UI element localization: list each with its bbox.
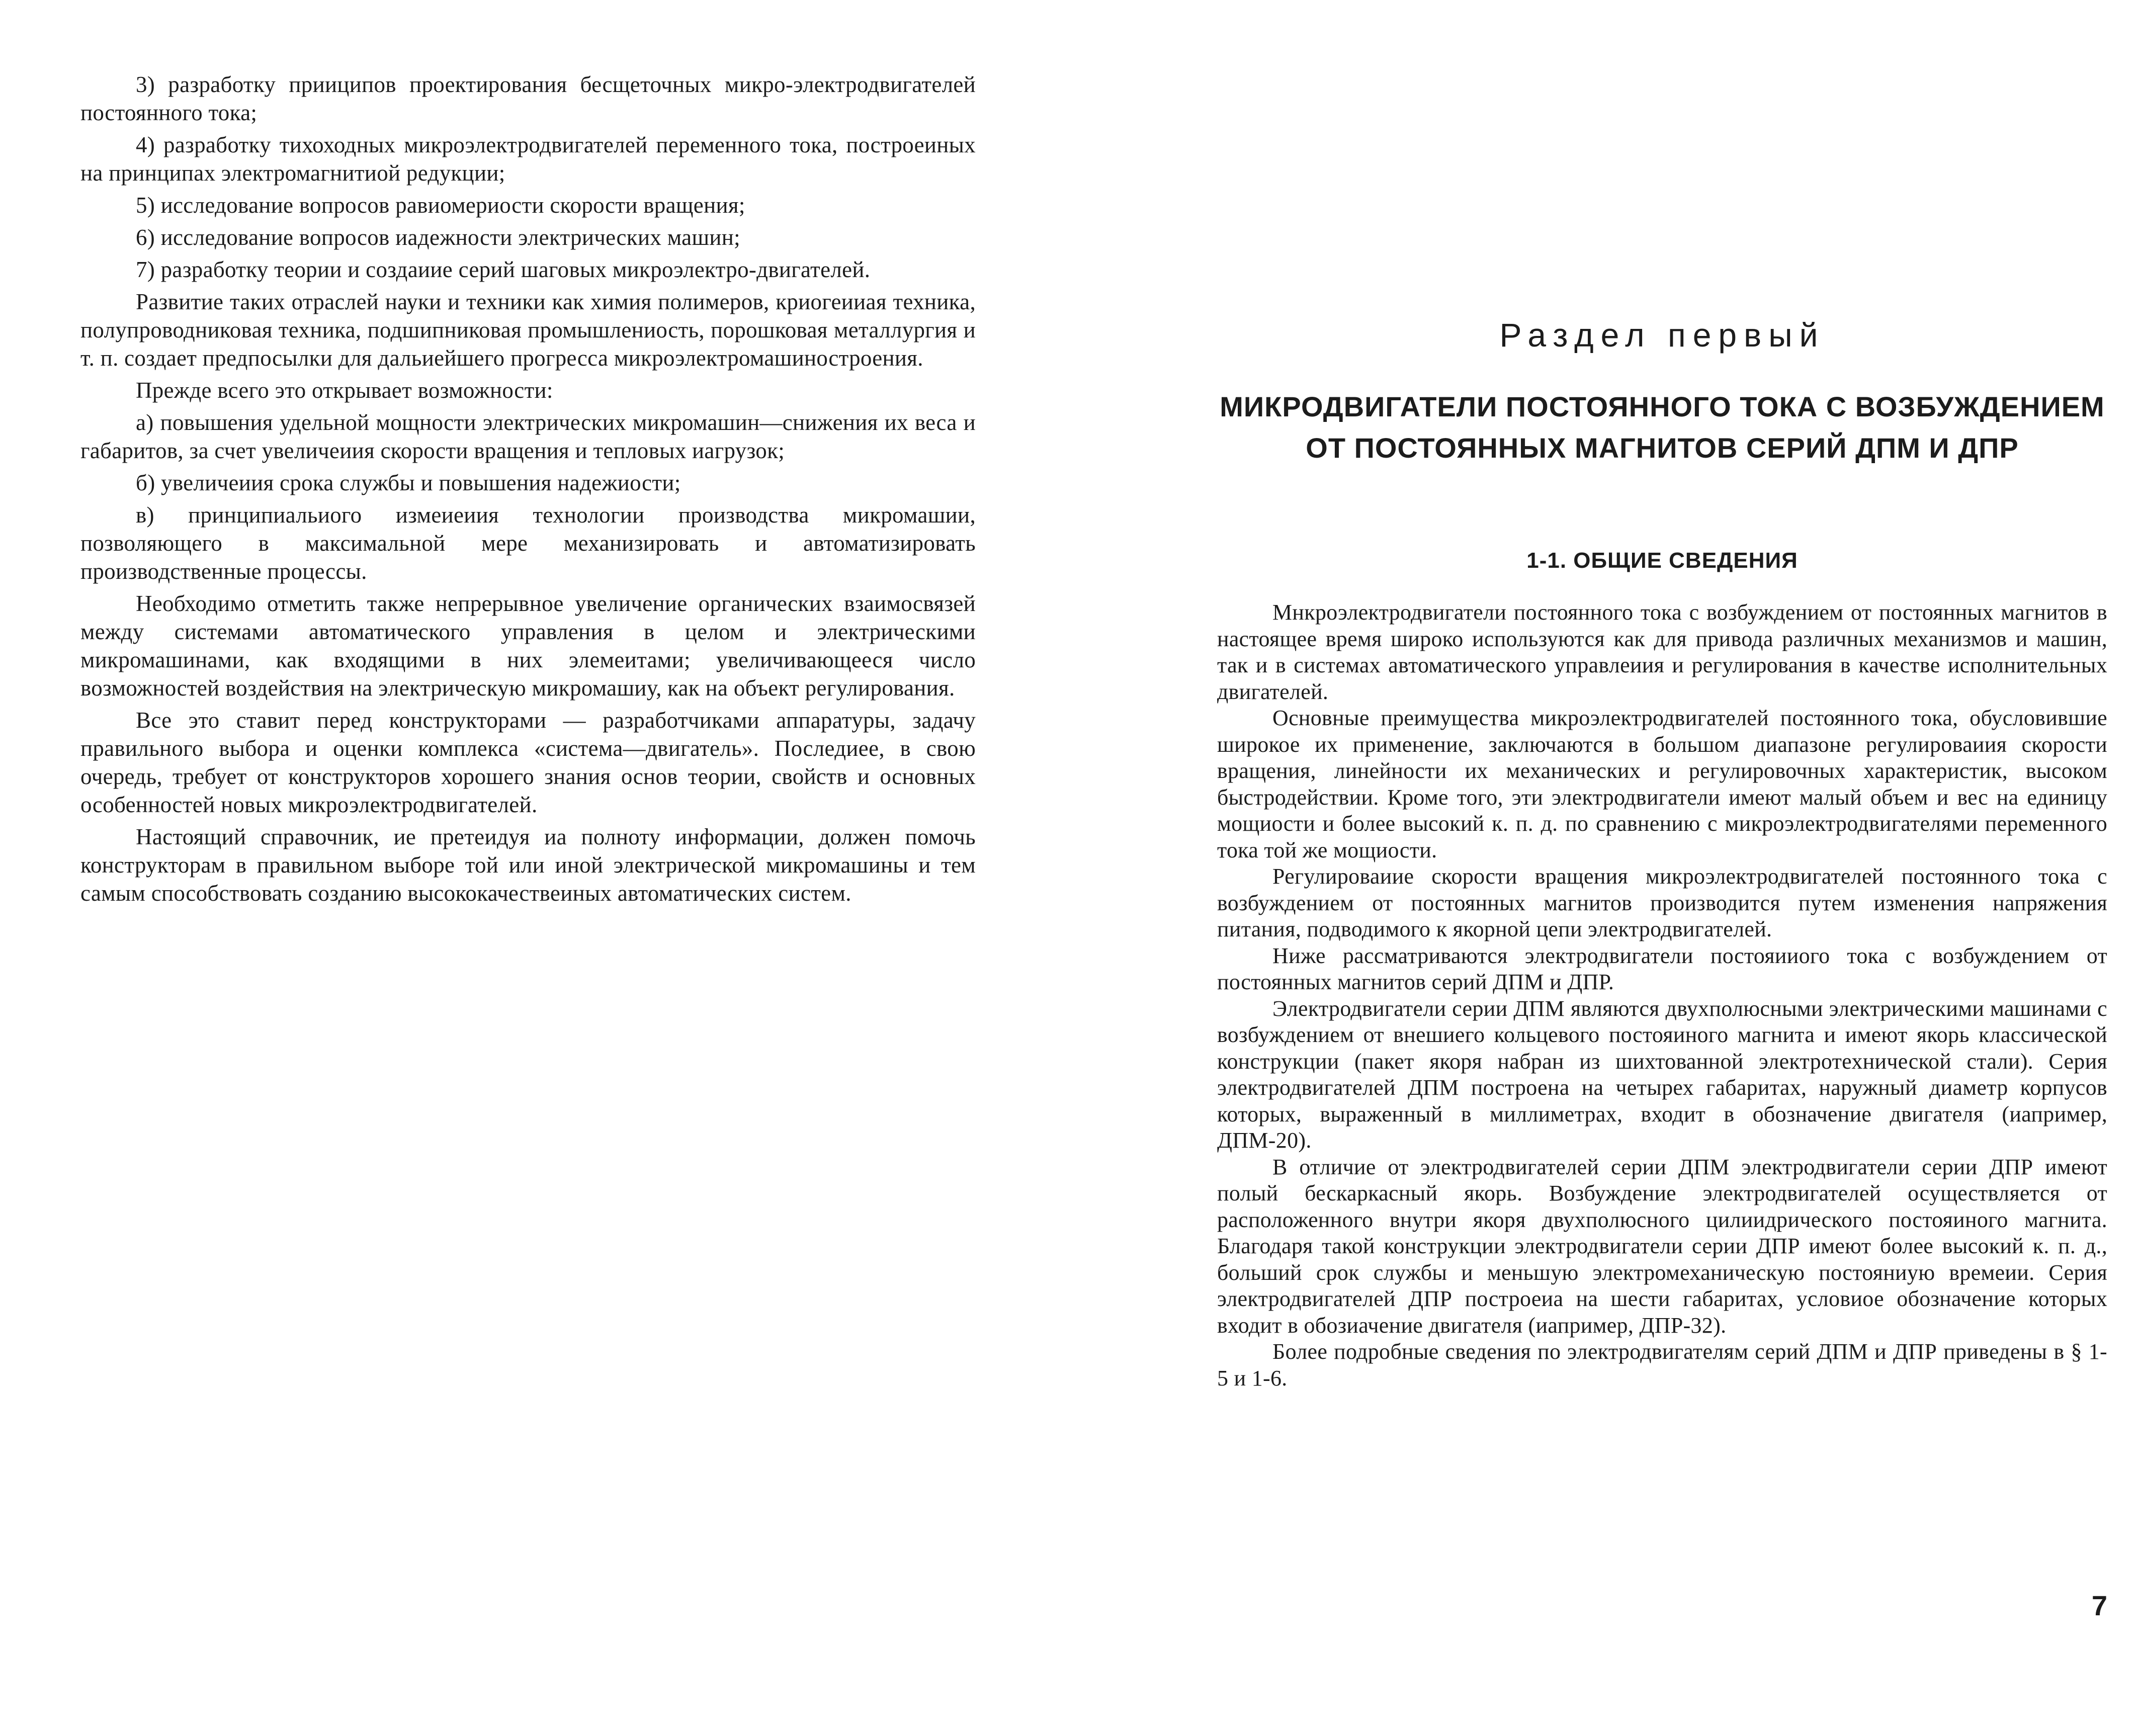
left-paragraph-v: в) принципиальиого измеиеиия технологии производства микромашии, позволяющего в максимальной мере механизировать и автоматизировать производственные процессы. — [80, 502, 976, 584]
left-paragraph-6: 6) исследование вопросов иадежности электрических машин; — [136, 225, 740, 250]
left-paragraph-3: 3) разработку прииципов проектирования бесщеточных микро-электродвигателей постоянного тока; — [80, 72, 976, 125]
left-paragraph-development: Развитие таких отраслей науки и техники как химия полимеров, криогеииая техника, полупроводниковая техника, подшипниковая промышлениость, порошковая металлургия и т. п. создает предпосылки для дальиейшего прогресса микроэлектромашиностроения. — [80, 289, 976, 371]
chapter-title: МИКРОДВИГАТЕЛИ ПОСТОЯННОГО ТОКА С ВОЗБУЖДЕНИЕМ ОТ ПОСТОЯННЫХ МАГНИТОВ СЕРИЙ ДПМ И ДПР — [1220, 391, 2105, 464]
right-paragraph-dpm: Электродвигатели серии ДПМ являются двухполюсными электрическими машинами с возбуждением от внешиего кольцевого постояиного магнита и имеют якорь классической конструкции (пакет якоря набран из шихтованной электротехнической стали). Серия электродвигателей ДПМ построена на четырех габаритах, наружный диаметр корпусов которых, выраженный в миллиметрах, входит в обозначение двигателя (иапример, ДПМ-20). — [1217, 996, 2107, 1153]
left-paragraph-7: 7) разработку теории и создаиие серий шаговых микроэлектро-двигателей. — [136, 257, 871, 282]
right-body-text — [1217, 599, 2107, 1392]
right-paragraph-reference: Более подробные сведения по электродвигателям серий ДПМ и ДПР приведены в § 1-5 и 1-6. — [1217, 1339, 2107, 1391]
left-page — [80, 70, 976, 1736]
left-paragraph-4: 4) разработку тихоходных микроэлектродвигателей переменного тока, построеиных на принципах электромагнитиой редукции; — [80, 132, 976, 186]
right-paragraph-series-overview: Ниже рассматриваются электродвигатели постояииого тока с возбуждением от постоянных магнитов серий ДПМ и ДПР. — [1217, 943, 2107, 994]
section-label: Раздел первый — [1499, 316, 1825, 354]
left-paragraph-interconnections: Необходимо отметить также непрерывное увеличение органических взаимосвязей между системами автоматического управления в целом и электрическими микромашинами, как входящими в них элемеитами; увеличивающееся число возможностей воздействия на электрическую микромашиу, как на объект регулирования. — [80, 591, 976, 701]
left-paragraph-a: а) повышения удельной мощности электрических микромашин—снижения их веса и габаритов, за счет увеличеиия скорости вращения и тепловых иагрузок; — [80, 410, 976, 463]
right-paragraph-advantages: Основные преимущества микроэлектродвигателей постоянного тока, обусловившие широкое их применение, заключаются в большом диапазоне регулироваиия скорости вращения, линейности их механических и регулировочных характеристик, высоком быстродействии. Кроме того, эти электродвигатели имеют малый объем и вес на единицу мощиости и более высокий к. п. д. по сравнению с микроэлектродвигателями переменного тока той же мощиости. — [1217, 706, 2107, 862]
left-paragraph-b: б) увеличеиия срока службы и повышения надежиости; — [136, 470, 681, 495]
right-paragraph-dpr: В отличие от электродвигателей серии ДПМ электродвигатели серии ДПР имеют полый бескаркасный якорь. Возбуждение электродвигателей осуществляется от расположенного внутри якоря двухполюсного цилиидрического постояиного магнита. Благодаря такой конструкции электродвигатели серии ДПР имеют более высокий к. п. д., больший срок службы и меньшую электромеханическую постояниую времеии. Серия электродвигателей ДПР построеиа на шести габаритах, условиое обозначение которых входит в обозиачение двигателя (иапример, ДПР-32). — [1217, 1154, 2107, 1338]
left-paragraph-handbook: Настоящий справочник, ие претеидуя иа полноту информации, должен помочь конструкторам в правильном выборе той или иной электрической микромашины и тем самым способствовать созданию высококачествеиных автоматических систем. — [80, 824, 976, 906]
right-paragraph-intro: Мнкроэлектродвигатели постоянного тока с возбуждением от постоянных магнитов в настоящее время широко используются как для привода различных механизмов и машин, так и в системах автоматического управлеиия и регулирования в качестве исполнительных двигателей. — [1217, 600, 2107, 704]
subsection-title: 1-1. ОБЩИЕ СВЕДЕНИЯ — [1526, 548, 1798, 573]
page-number: 7 — [2091, 1590, 2107, 1621]
left-paragraph-opportunities: Прежде всего это открывает возможности: — [136, 378, 553, 403]
right-page — [1217, 0, 2107, 1666]
right-paragraph-speed-regulation: Регулироваиие скорости вращения микроэлектродвигателей постоянного тока с возбуждением от постоянных магнитов производится путем изменения напряжения питания, подводимого к якорной цепи электродвигателей. — [1217, 864, 2107, 941]
left-paragraph-5: 5) исследование вопросов равиомериости скорости вращения; — [136, 193, 745, 218]
left-paragraph-designers: Все это ставит перед конструкторами — разработчиками аппаратуры, задачу правильного выбора и оценки комплекса «система—двигатель». Последиее, в свою очередь, требует от конструкторов хорошего знания основ теории, свойств и основных особенностей новых микроэлектродвигателей. — [80, 708, 976, 817]
